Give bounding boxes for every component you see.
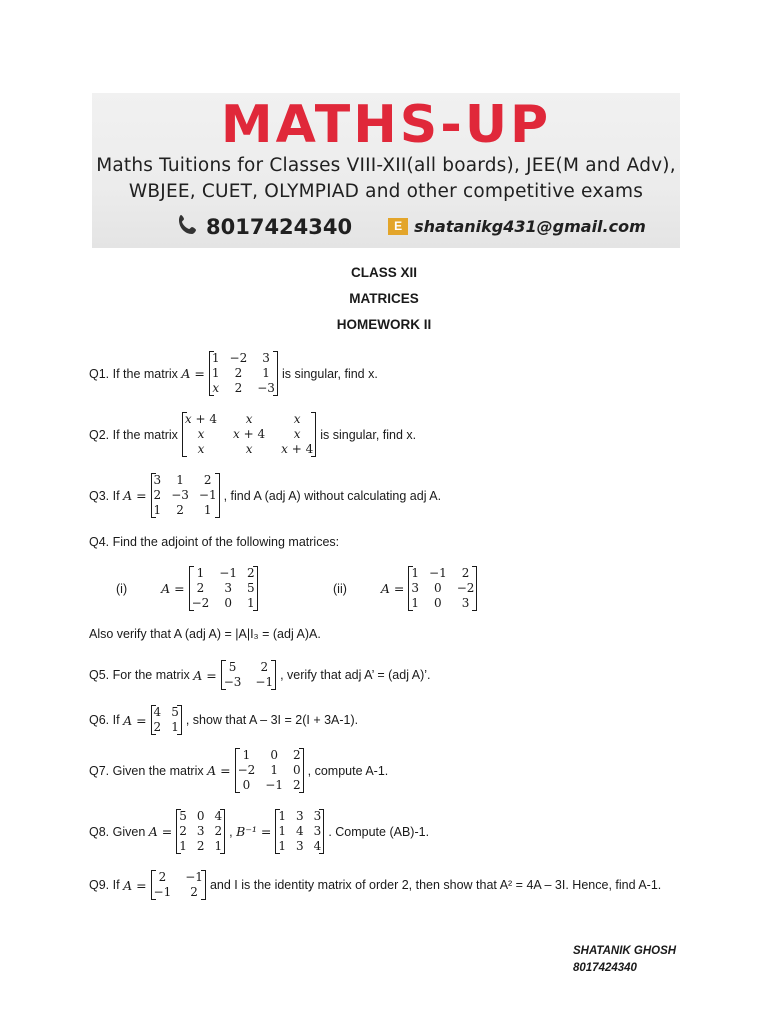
q5-text: Q5. For the matrix [89, 668, 190, 682]
q4-part-ii [333, 566, 481, 611]
q9-post: and I is the identity matrix of order 2, then show that A² = 4A – 3I. Hence, find A-1. [209, 878, 662, 892]
q4-label-ii: (ii) [333, 581, 347, 596]
question-4 [89, 535, 339, 549]
q8-lhs-b: B⁻¹ = [236, 824, 272, 839]
banner-phone: 8017424340 [206, 214, 353, 239]
signature-phone: 8017424340 [573, 962, 637, 974]
question-3 [89, 473, 441, 518]
q9-text: Q9. If [89, 878, 120, 892]
q1-matrix: 1 −2 3 1 2 1 x 2 −3 [209, 351, 278, 396]
q7-matrix: 1 0 2 −2 1 0 0 −1 2 [235, 748, 304, 793]
q6-text: Q6. If [89, 713, 120, 727]
q1-post: is singular, find x. [281, 366, 378, 381]
q7-text: Q7. Given the matrix [89, 763, 204, 778]
signature-name: SHATANIK GHOSH [573, 945, 677, 957]
q8-matrix-a: 5 0 4 2 3 2 1 2 1 [176, 809, 225, 854]
q4-verify [89, 627, 321, 641]
banner-email: shatanikg431@gmail.com [414, 217, 646, 236]
email-icon: E [388, 218, 408, 235]
q7-post: , compute A-1. [307, 763, 389, 778]
q4-lhs-i: A = [161, 581, 185, 596]
q2-post: is singular, find x. [320, 427, 417, 442]
q6-post: , show that A – 3I = 2(I + 3A-1). [185, 713, 359, 727]
q8-lhs: A = [148, 824, 173, 839]
question-7 [89, 748, 388, 793]
contact-row [176, 213, 646, 240]
q1-text: Q1. If the matrix [89, 366, 178, 381]
q8-comma: , [229, 824, 233, 839]
q4-part-i [116, 566, 262, 611]
q4-text: Q4. Find the adjoint of the following matrices: [89, 535, 340, 549]
question-1 [89, 351, 378, 396]
q5-matrix: 5 2 −3 −1 [221, 660, 276, 690]
banner-line-2: WBJEE, CUET, OLYMPIAD and other competitive exams [128, 181, 644, 202]
q2-text: Q2. If the matrix [89, 427, 178, 442]
q1-lhs: A = [181, 366, 205, 381]
heading-class: CLASS XII [350, 265, 417, 280]
question-5 [89, 660, 431, 690]
q3-post: , find A (adj A) without calculating adj A. [223, 488, 442, 503]
q8-text: Q8. Given [89, 824, 146, 839]
brand-title: MATHS-UP [220, 95, 552, 155]
q3-text: Q3. If [89, 488, 120, 503]
question-8 [89, 809, 429, 854]
q8-matrix-binv: 1 3 3 1 4 3 1 3 4 [275, 809, 324, 854]
question-2 [89, 412, 416, 457]
question-9 [89, 870, 661, 900]
heading-topic: MATRICES [349, 291, 419, 306]
q8-post: . Compute (AB)-1. [328, 824, 430, 839]
q4-verify-text: Also verify that A (adj A) = |A|I₃ = (adj A)A. [89, 627, 321, 641]
q4-matrix-i: 1 −1 2 2 3 5 −2 0 1 [189, 566, 258, 611]
q4-matrix-ii: 1 −1 2 3 0 −2 1 0 3 [408, 566, 477, 611]
q3-lhs: A = [123, 488, 147, 503]
phone-icon [176, 213, 200, 240]
header-banner [92, 93, 680, 248]
q4-label-i: (i) [116, 581, 128, 596]
q5-lhs: A = [193, 667, 217, 683]
banner-line-1: Maths Tuitions for Classes VIII-XII(all boards), JEE(M and Adv), [96, 155, 676, 176]
q2-matrix: x + 4 x x x x + 4 x x x x + 4 [182, 412, 316, 457]
q9-matrix: 2 −1 −1 2 [151, 870, 206, 900]
q5-post: , verify that adj A’ = (adj A)’. [280, 668, 431, 682]
q3-matrix: 3 1 2 2 −3 −1 1 2 1 [151, 473, 220, 518]
question-6 [89, 705, 358, 735]
q6-matrix: 4 5 2 1 [151, 705, 182, 735]
q6-lhs: A = [123, 712, 147, 728]
heading-homework: HOMEWORK II [336, 317, 432, 332]
q9-lhs: A = [123, 877, 147, 893]
q7-lhs: A = [207, 763, 231, 778]
q4-lhs-ii: A = [380, 581, 405, 596]
